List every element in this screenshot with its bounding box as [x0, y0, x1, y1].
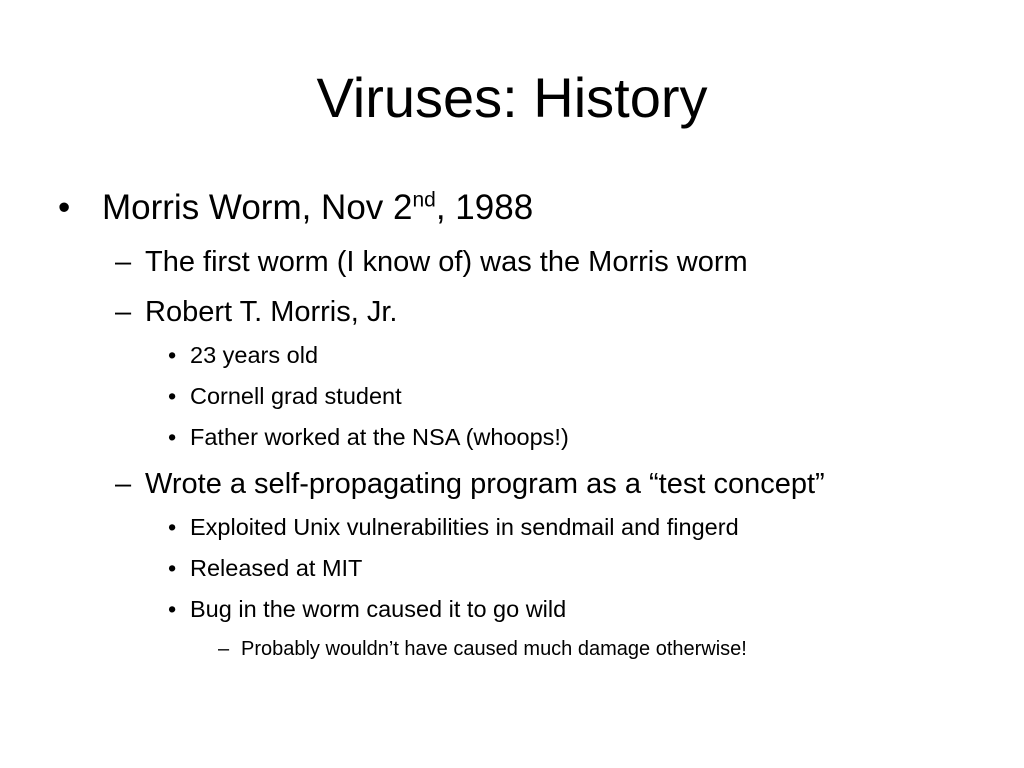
date-ordinal-suffix: nd — [412, 188, 436, 212]
detail-bullet-text: Released at MIT — [190, 555, 363, 581]
bullet-marker: • — [168, 514, 177, 540]
bullet-marker: • — [168, 555, 177, 581]
note-bullet-text: Probably wouldn’t have caused much damage otherwise! — [241, 638, 747, 660]
bullet-marker: • — [168, 383, 177, 409]
bullet-marker: • — [58, 188, 71, 227]
detail-bullet-text: Bug in the worm caused it to go wild — [190, 596, 567, 622]
dash-marker: – — [115, 468, 132, 500]
dash-marker: – — [115, 296, 132, 328]
dash-marker: – — [115, 246, 132, 278]
bullet-marker: • — [168, 596, 177, 622]
sub-bullet-text: The first worm (I know of) was the Morris worm — [145, 246, 748, 278]
bullet-marker: • — [168, 342, 177, 368]
detail-bullet-text: Exploited Unix vulnerabilities in sendmail and fingerd — [190, 514, 739, 540]
bullet-text-year: , 1988 — [435, 188, 534, 227]
bullet-text — [102, 186, 533, 230]
detail-bullet-text: Father worked at the NSA (whoops!) — [190, 424, 569, 450]
dash-marker: – — [218, 638, 230, 660]
bullet-marker: • — [168, 424, 177, 450]
detail-bullet-text: Cornell grad student — [190, 383, 402, 409]
sub-bullet-text: Wrote a self-propagating program as a “test concept” — [145, 468, 825, 500]
slide-title: Viruses: History — [316, 66, 708, 129]
detail-bullet-text: 23 years old — [190, 342, 319, 368]
bullet-text-main: Morris Worm, Nov 2 — [102, 188, 413, 227]
sub-bullet-text: Robert T. Morris, Jr. — [145, 296, 398, 328]
